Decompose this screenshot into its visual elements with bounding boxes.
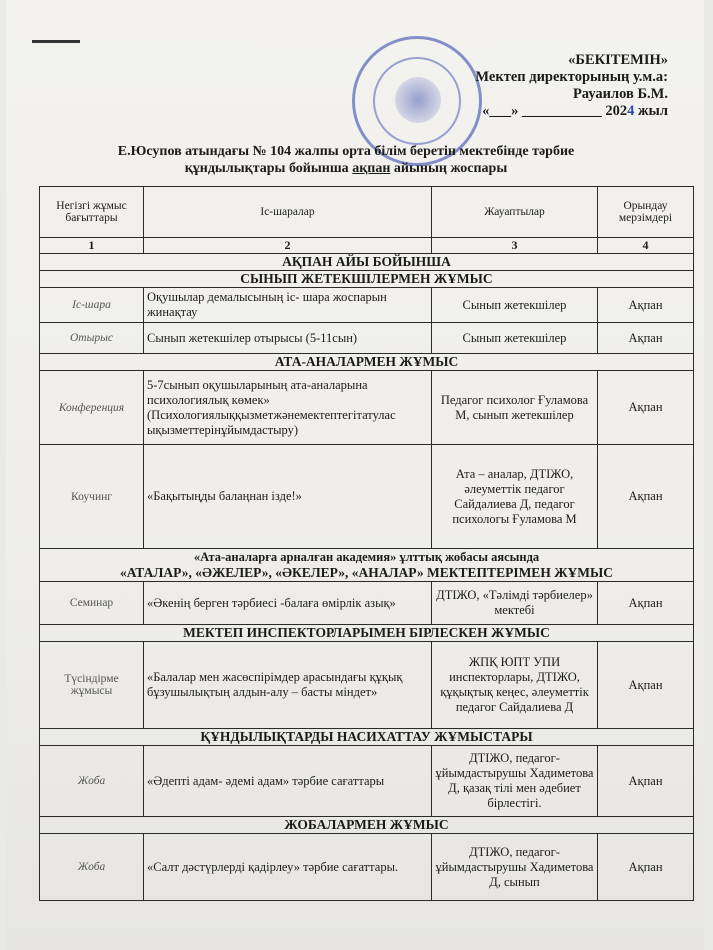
month-title-row	[40, 254, 694, 271]
title-line-2-pre: құндылықтары бойынша	[184, 161, 349, 176]
section-row	[40, 549, 694, 582]
section-title: СЫНЫП ЖЕТЕКШІЛЕРМЕН ЖҰМЫС	[40, 271, 694, 288]
activity-cell: 5-7сынып оқушыларының ата-аналарына психологиялық көмек» (Психологиялыққызметжәнемектептегітатулас ықызметтерінұйымдастыру)	[144, 371, 432, 445]
responsible-cell: ДТІЖО, «Тәлімді тәрбиелер» мектебі	[432, 582, 598, 625]
approval-position: Мектеп директорының у.м.а:	[475, 69, 668, 85]
term-cell: Ақпан	[598, 582, 694, 625]
section-title: МЕКТЕП ИНСПЕКТОРЛАРЫМЕН БІРЛЕСКЕН ЖҰМЫС	[40, 625, 694, 642]
term-cell: Ақпан	[598, 642, 694, 729]
direction-cell: Жоба	[40, 834, 144, 901]
responsible-cell: Сынып жетекшілер	[432, 323, 598, 354]
header-direction: Негізгі жұмыс бағыттары	[40, 187, 144, 238]
direction-cell: Семинар	[40, 582, 144, 625]
header-term: Орындау мерзімдері	[598, 187, 694, 238]
table-number-row	[40, 238, 694, 254]
seal-emblem	[395, 77, 441, 123]
activity-cell: «Әдепті адам- әдемі адам» тәрбие сағаттары	[144, 746, 432, 817]
term-cell: Ақпан	[598, 371, 694, 445]
column-number: 4	[598, 238, 694, 254]
approval-year-digit: 4	[627, 103, 635, 119]
title-line-2	[46, 160, 646, 177]
approval-block	[475, 52, 668, 120]
section-title-line-2: «АТАЛАР», «ӘЖЕЛЕР», «ӘКЕЛЕР», «АНАЛАР» МЕКТЕПТЕРІМЕН ЖҰМЫС	[119, 565, 614, 580]
approval-year-suffix: жыл	[638, 103, 668, 119]
header-activity: Іс-шаралар	[144, 187, 432, 238]
section-title-line-1: «Ата-аналарға арналған академия» ұлттық жобасы аясында	[193, 550, 540, 564]
section-title: АТА-АНАЛАРМЕН ЖҰМЫС	[40, 354, 694, 371]
title-line-1: Е.Юсупов атындағы № 104 жалпы орта білім беретін мектебінде тәрбие	[117, 144, 575, 159]
approval-year: 202	[605, 103, 628, 119]
responsible-cell: ДТІЖО, педагог-ұйымдастырушы Хадиметова Д, сынып	[432, 834, 598, 901]
responsible-cell: ЖПҚ ЮПТ УПИ инспекторлары, ДТІЖО, құқықтық кеңес, әлеуметтік педагог Сайдалиева Д	[432, 642, 598, 729]
table-row	[40, 746, 694, 817]
month-title: АҚПАН АЙЫ БОЙЫНША	[40, 254, 694, 271]
responsible-cell: Педагог психолог Ғуламова М, сынып жетекшілер	[432, 371, 598, 445]
document-title	[46, 143, 646, 177]
section-row	[40, 625, 694, 642]
direction-cell: Конференция	[40, 371, 144, 445]
activity-cell: «Балалар мен жасөспірімдер арасындағы құқық бұзушылықтың алдын-алу – басты міндет»	[144, 642, 432, 729]
section-row	[40, 271, 694, 288]
table-row	[40, 582, 694, 625]
document-page	[6, 0, 704, 950]
direction-cell: Түсіндірме жұмысы	[40, 642, 144, 729]
activity-cell: «Бақытыңды балаңнан ізде!»	[144, 445, 432, 549]
section-title: ЖОБАЛАРМЕН ЖҰМЫС	[40, 817, 694, 834]
plan-table	[39, 186, 694, 901]
activity-cell: Оқушылар демалысының іс- шара жоспарын жинақтау	[144, 288, 432, 323]
direction-cell: Іс-шара	[40, 288, 144, 323]
table-row	[40, 288, 694, 323]
approval-date	[475, 103, 668, 120]
approval-date-prefix: «___» ___________	[482, 103, 602, 119]
direction-cell: Коучинг	[40, 445, 144, 549]
table-row	[40, 642, 694, 729]
table-row	[40, 445, 694, 549]
title-line-2-post: айының жоспары	[393, 161, 508, 176]
table-header-row	[40, 187, 694, 238]
section-title: ҚҰНДЫЛЫҚТАРДЫ НАСИХАТТАУ ЖҰМЫСТАРЫ	[40, 729, 694, 746]
header-responsible: Жауаптылар	[432, 187, 598, 238]
column-number: 1	[40, 238, 144, 254]
section-row	[40, 817, 694, 834]
approval-name: Рауаилов Б.М.	[572, 86, 668, 102]
term-cell: Ақпан	[598, 746, 694, 817]
table-row	[40, 323, 694, 354]
responsible-cell: Сынып жетекшілер	[432, 288, 598, 323]
section-title	[40, 549, 694, 582]
term-cell: Ақпан	[598, 834, 694, 901]
activity-cell: Сынып жетекшілер отырысы (5-11сын)	[144, 323, 432, 354]
direction-cell: Отырыс	[40, 323, 144, 354]
responsible-cell: Ата – аналар, ДТІЖО, әлеуметтік педагог Сайдалиева Д, педагог психологы Ғуламова М	[432, 445, 598, 549]
section-row	[40, 729, 694, 746]
term-cell: Ақпан	[598, 288, 694, 323]
column-number: 2	[144, 238, 432, 254]
approval-title: «БЕКІТЕМІН»	[568, 52, 668, 68]
term-cell: Ақпан	[598, 445, 694, 549]
activity-cell: «Әкенің берген тәрбиесі -балаға өмірлік азық»	[144, 582, 432, 625]
column-number: 3	[432, 238, 598, 254]
title-month: ақпан	[352, 161, 391, 176]
activity-cell: «Салт дәстүрлерді қадірлеу» тәрбие сағаттары.	[144, 834, 432, 901]
table-row	[40, 834, 694, 901]
term-cell: Ақпан	[598, 323, 694, 354]
section-row	[40, 354, 694, 371]
table-row	[40, 371, 694, 445]
decorative-bar	[32, 40, 80, 43]
responsible-cell: ДТІЖО, педагог-ұйымдастырушы Хадиметова Д, қазақ тілі мен әдебиет бірлестігі.	[432, 746, 598, 817]
direction-cell: Жоба	[40, 746, 144, 817]
